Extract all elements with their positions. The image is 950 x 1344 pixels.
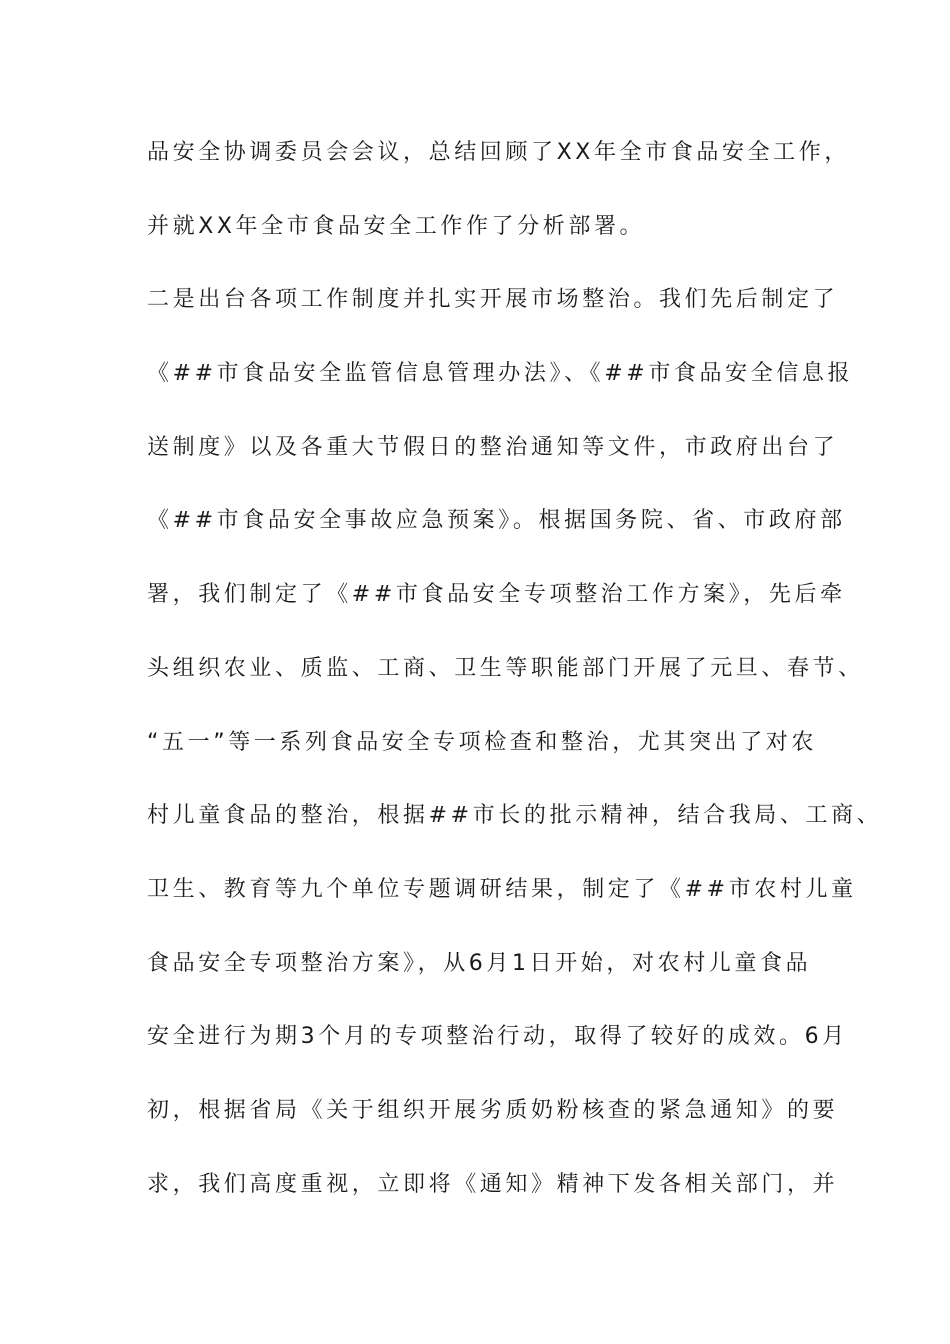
text-line: 送制度》以及各重大节假日的整治通知等文件，市政府出台了	[147, 434, 839, 460]
text-line: 署，我们制定了《##市食品安全专项整治工作方案》，先后牵	[147, 582, 846, 608]
text-line: 卫生、教育等九个单位专题调研结果，制定了《##市农村儿童	[147, 876, 857, 902]
text-line: 二是出台各项工作制度并扎实开展市场整治。我们先后制定了	[147, 287, 839, 313]
text-line: “五一”等一系列食品安全专项检查和整治，尤其突出了对农	[147, 729, 817, 755]
text-line: 《##市食品安全监管信息管理办法》、《##市食品安全信息报	[147, 361, 854, 387]
text-line: 食品安全专项整治方案》，从6月1日开始，对农村儿童食品	[147, 950, 812, 976]
text-line: 安全进行为期3个月的专项整治行动，取得了较好的成效。6月	[147, 1024, 848, 1050]
text-line: 头组织农业、质监、工商、卫生等职能部门开展了元旦、春节、	[147, 655, 864, 681]
text-line: 求，我们高度重视，立即将《通知》精神下发各相关部门，并	[147, 1171, 839, 1197]
document-body	[147, 131, 883, 1236]
text-line: 《##市食品安全事故应急预案》。根据国务院、省、市政府部	[147, 508, 846, 534]
text-line: 品安全协调委员会会议，总结回顾了XX年全市食品安全工作，	[147, 140, 850, 165]
text-line: 初，根据省局《关于组织开展劣质奶粉核查的紧急通知》的要	[147, 1097, 839, 1123]
text-line: 并就XX年全市食品安全工作作了分析部署。	[147, 213, 646, 239]
text-line: 村儿童食品的整治，根据##市长的批示精神，结合我局、工商、	[147, 803, 883, 829]
